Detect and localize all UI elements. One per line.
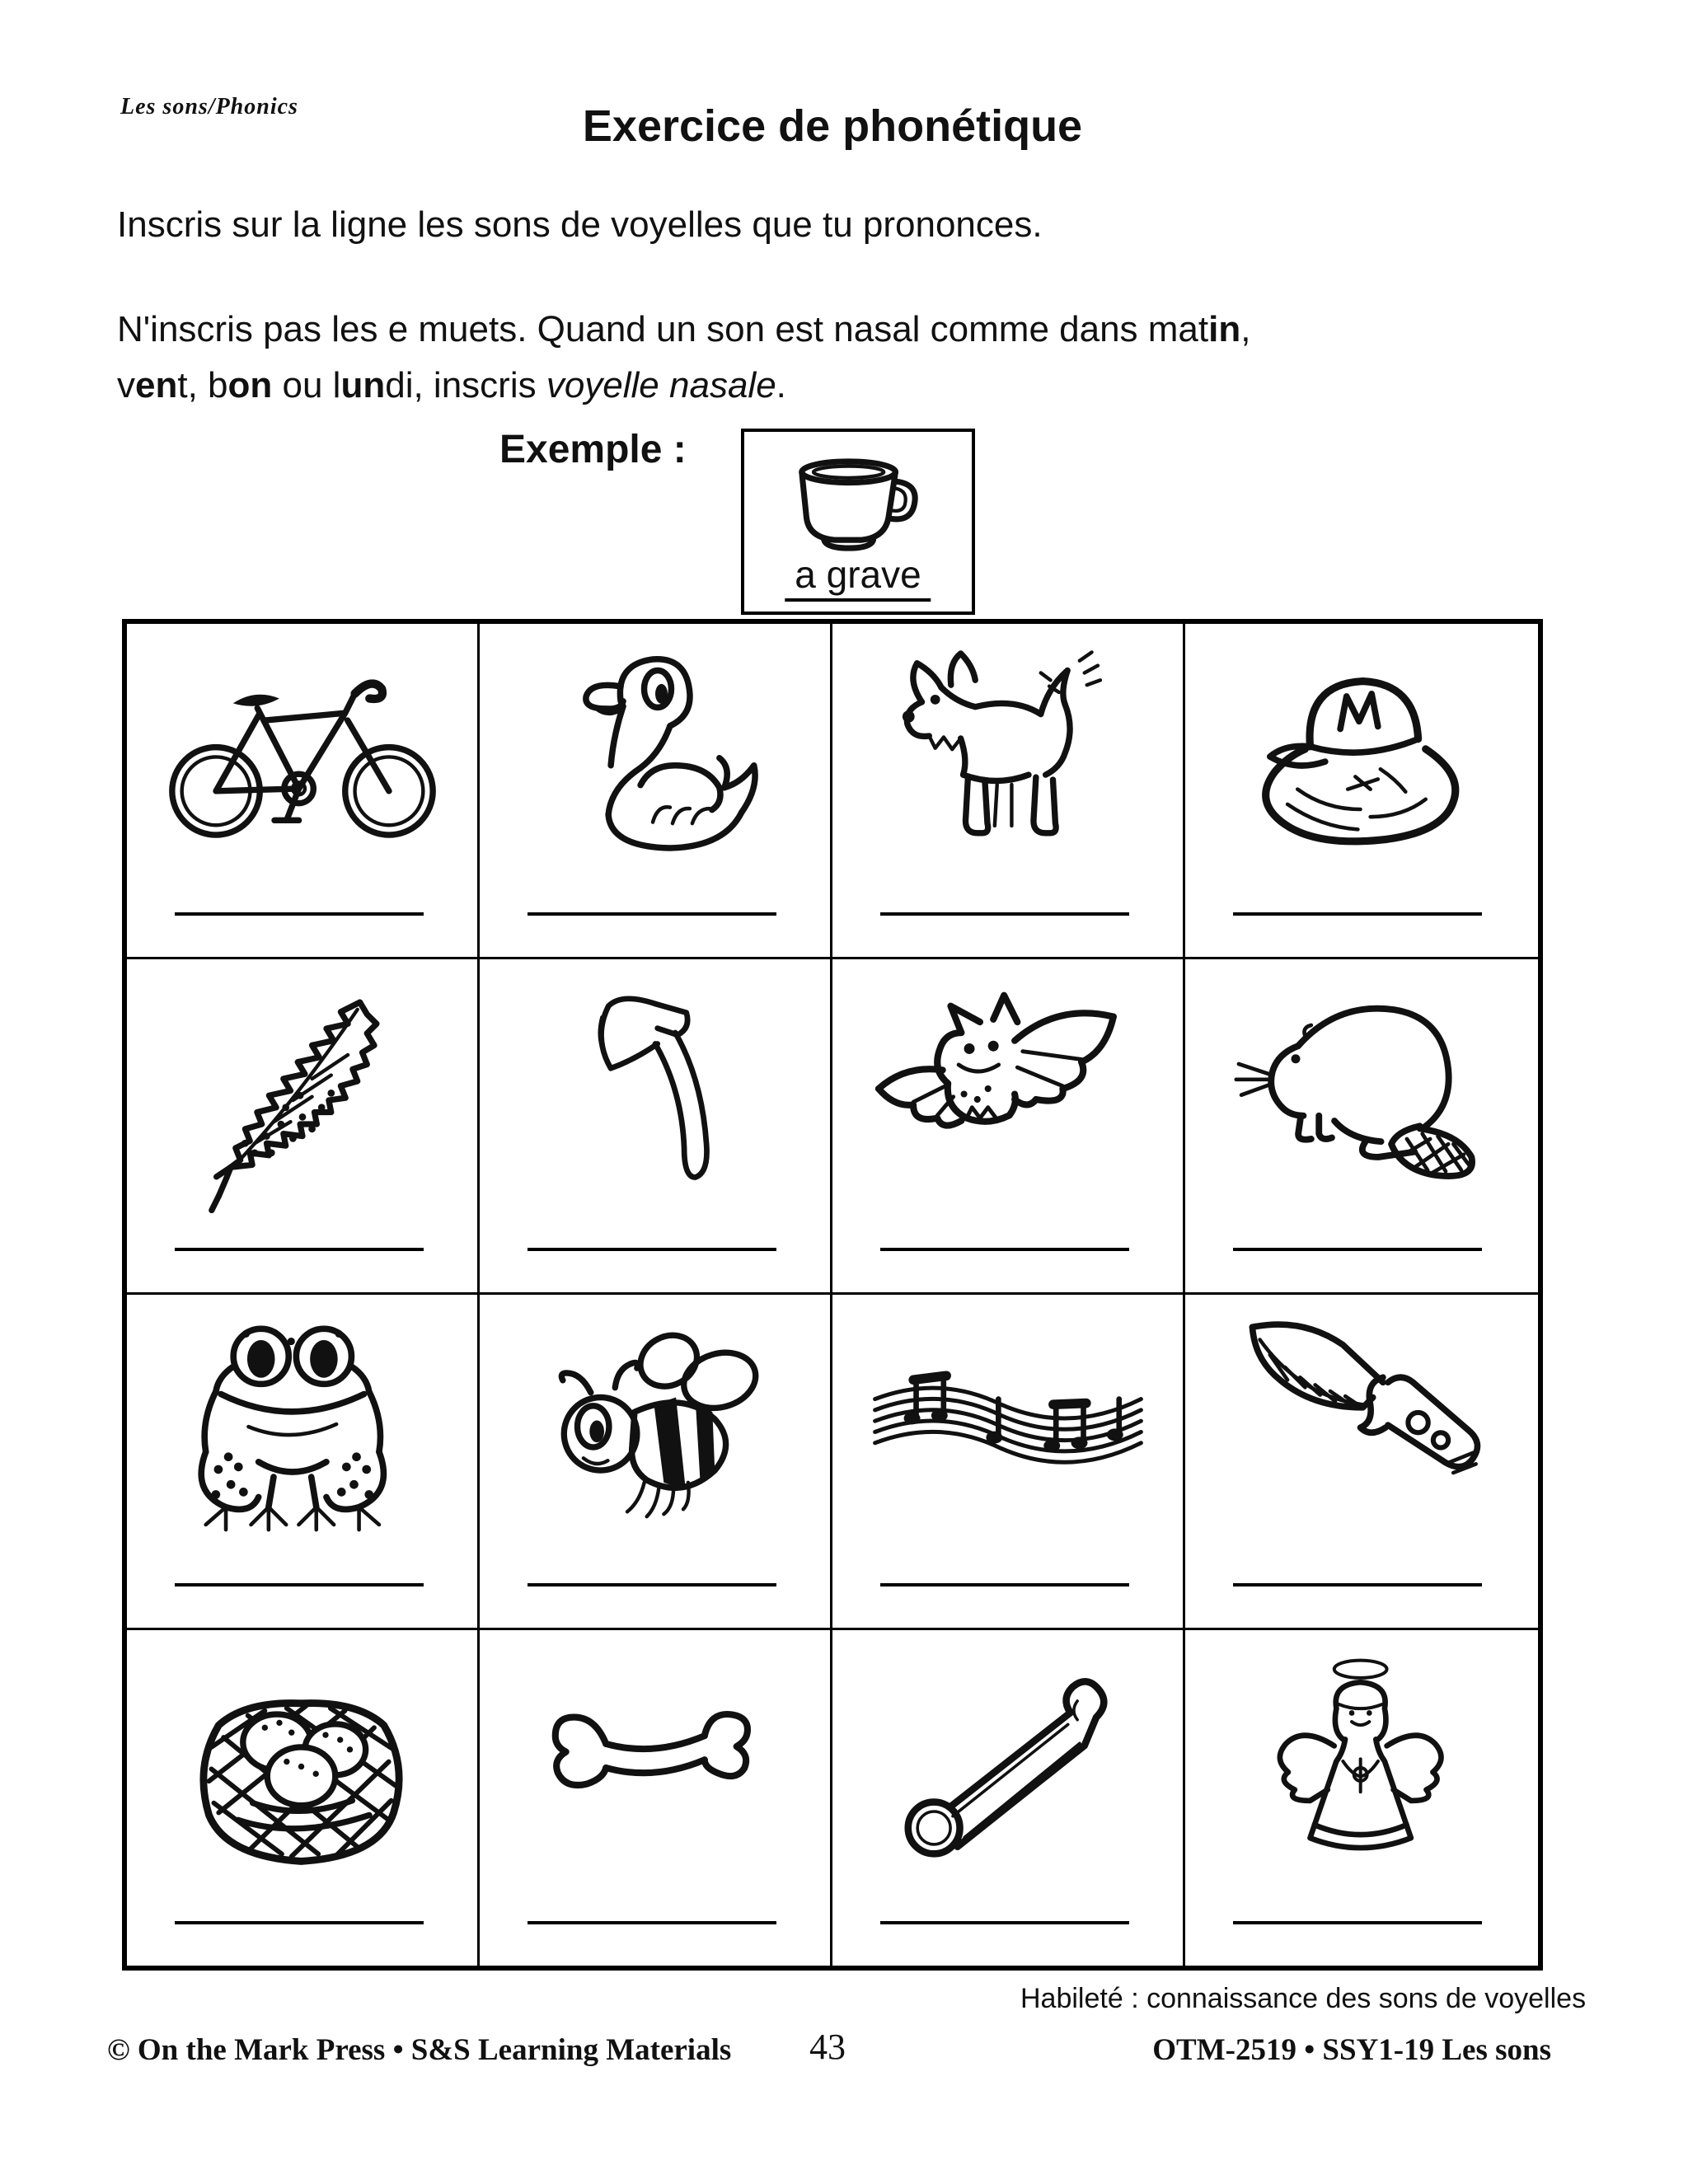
example-box (741, 429, 975, 615)
bone-image (515, 1688, 795, 1848)
bat-image (868, 987, 1148, 1201)
grid-cell-safety-pin (832, 1630, 1185, 1966)
page-title: Exercice de phonétique (582, 101, 1083, 151)
grid-cell-axe (480, 959, 832, 1295)
grid-cell-nest (127, 1630, 480, 1966)
answer-line[interactable] (1233, 1248, 1482, 1251)
answer-line[interactable] (175, 912, 424, 916)
cup-icon (782, 453, 935, 565)
answer-line[interactable] (528, 912, 776, 916)
axe-image (544, 979, 767, 1213)
beaver-image (1226, 989, 1498, 1196)
corner-label: Les sons/Phonics (120, 94, 298, 120)
answer-line[interactable] (1233, 1921, 1482, 1924)
grid-cell-angel (1185, 1630, 1538, 1966)
instruction-paragraph-2 (117, 302, 1250, 414)
picture-grid (122, 619, 1543, 1971)
safety-pin-image (884, 1652, 1132, 1875)
answer-line[interactable] (880, 1921, 1129, 1924)
duck-image (532, 647, 779, 863)
answer-line[interactable] (175, 1921, 424, 1924)
nest-image (175, 1650, 430, 1881)
grid-cell-dog (832, 624, 1185, 959)
knife-image (1230, 1315, 1493, 1547)
example-label: Exemple : (499, 428, 687, 471)
bee-image (528, 1319, 783, 1526)
answer-line[interactable] (528, 1248, 776, 1251)
grid-cell-bat (832, 959, 1185, 1295)
music-notes-image (864, 1352, 1152, 1503)
angel-image (1246, 1652, 1477, 1871)
bicycle-image (162, 657, 443, 852)
answer-line[interactable] (528, 1921, 776, 1924)
footer-page-number: 43 (809, 2027, 846, 2067)
grid-cell-bone (480, 1630, 832, 1966)
dog-image (880, 649, 1136, 867)
grid-cell-music-notes (832, 1295, 1185, 1630)
frog-image (171, 1316, 434, 1549)
grid-cell-cap (1185, 624, 1538, 959)
answer-line[interactable] (880, 1248, 1129, 1251)
instruction-line-2a: N'inscris pas les e muets. Quand un son est nasal comme dans matin, (117, 309, 1251, 349)
grid-cell-leaf (127, 959, 480, 1295)
grid-cell-knife (1185, 1295, 1538, 1630)
instruction-line-2b: vent, bon ou lundi, inscris voyelle nasale. (117, 365, 786, 405)
footer-copyright: © On the Mark Press • S&S Learning Materials (107, 2033, 732, 2067)
answer-line[interactable] (1233, 912, 1482, 916)
grid-cell-bee (480, 1295, 832, 1630)
answer-line[interactable] (1233, 1583, 1482, 1586)
answer-line[interactable] (880, 912, 1129, 916)
answer-line[interactable] (528, 1583, 776, 1586)
grid-cell-frog (127, 1295, 480, 1630)
grid-cell-beaver (1185, 959, 1538, 1295)
grid-cell-bicycle (127, 624, 480, 959)
answer-line[interactable] (175, 1583, 424, 1586)
cap-image (1230, 649, 1493, 862)
footer-skill-text: Habileté : connaissance des sons de voyelles (1020, 1983, 1587, 2014)
leaf-image (183, 976, 422, 1227)
instruction-line-1: Inscris sur la ligne les sons de voyelles que tu prononces. (117, 204, 1043, 245)
footer-product-code: OTM-2519 • SSY1-19 Les sons (1152, 2033, 1551, 2067)
answer-line[interactable] (880, 1583, 1129, 1586)
answer-line[interactable] (175, 1248, 424, 1251)
example-answer: a grave (785, 552, 931, 602)
grid-cell-duck (480, 624, 832, 959)
